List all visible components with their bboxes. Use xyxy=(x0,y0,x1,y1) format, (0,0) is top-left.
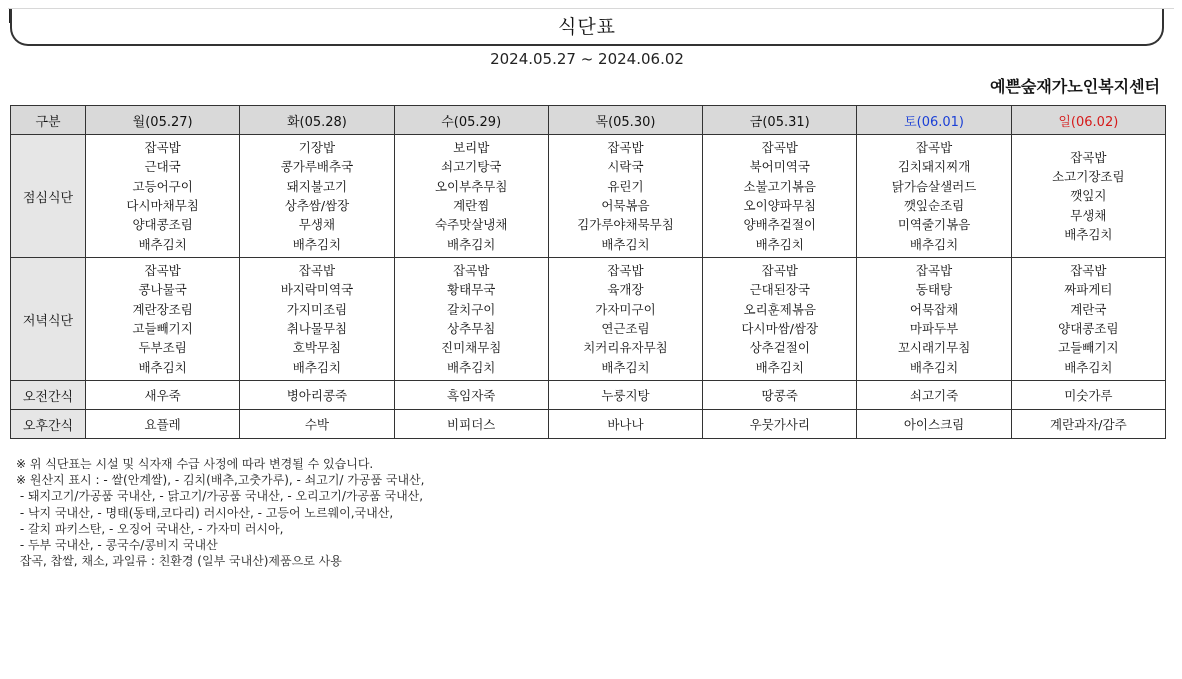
menu-item: 시락국 xyxy=(607,159,644,175)
am_snack-cell: 새우죽 xyxy=(86,381,240,410)
am-snack-row xyxy=(11,381,1166,410)
menu-item: 상추무침 xyxy=(447,321,496,336)
pm_snack-cell: 계란과자/감주 xyxy=(1011,410,1165,439)
header-row xyxy=(11,106,1166,135)
menu-item: 유린기 xyxy=(607,178,644,194)
menu-item: 소고기장조림 xyxy=(1052,169,1125,185)
organization-name: 예쁜숲재가노인복지센터 xyxy=(989,77,1160,96)
note-line: 잡곡, 찹쌀, 채소, 과일류 : 친환경 (일부 국내산)제품으로 사용 xyxy=(16,554,342,569)
menu-item: 깻잎순조림 xyxy=(903,198,965,213)
menu-item: 호박무침 xyxy=(292,340,342,356)
pm_snack-cell: 바나나 xyxy=(548,410,702,439)
menu-item: 배추김치 xyxy=(755,359,804,375)
menu-item: 배추김치 xyxy=(755,236,804,252)
menu-item: 미역줄기볶음 xyxy=(897,217,971,233)
meal-table xyxy=(10,105,1166,439)
page-title: 식단표 xyxy=(557,16,617,38)
dinner-cell xyxy=(857,258,1011,381)
menu-item: 잡곡밥 xyxy=(1070,263,1107,279)
menu-item: 무생채 xyxy=(1070,207,1107,223)
lunch-cell xyxy=(1011,135,1165,258)
menu-item: 배추김치 xyxy=(447,359,496,375)
note-line: - 갈치 파키스탄, - 오징어 국내산, - 가자미 러시아, xyxy=(16,521,284,536)
lunch-cell xyxy=(86,135,240,258)
menu-item: 취나물무침 xyxy=(286,321,348,336)
menu-item: 소불고기볶음 xyxy=(743,178,816,194)
notes-section xyxy=(16,456,424,569)
menu-item: 갈치구이 xyxy=(447,301,496,317)
row-label-lunch: 점심식단 xyxy=(11,135,86,258)
menu-item: 고들빼기지 xyxy=(1058,340,1119,356)
menu-item: 기장밥 xyxy=(298,140,336,156)
pm-snack-row xyxy=(11,410,1166,439)
menu-item: 잡곡밥 xyxy=(915,140,953,156)
corner-header: 구분 xyxy=(11,106,86,135)
menu-item: 보리밥 xyxy=(453,140,490,156)
date-range: 2024.05.27 ~ 2024.06.02 xyxy=(490,50,684,68)
dinner-cell xyxy=(1011,258,1165,381)
dinner-row xyxy=(11,258,1166,381)
note-line: - 두부 국내산, - 콩국수/콩비지 국내산 xyxy=(16,538,218,553)
menu-item: 동태탕 xyxy=(915,282,953,298)
day-header-saturday: 토(06.01) xyxy=(857,106,1011,135)
menu-item: 잡곡밥 xyxy=(761,263,798,279)
day-header: 목(05.30) xyxy=(548,106,702,135)
pm_snack-cell: 우뭇가사리 xyxy=(703,410,857,439)
menu-item: 바지락미역국 xyxy=(280,282,354,298)
day-header: 화(05.28) xyxy=(240,106,394,135)
menu-item: 오이부추무침 xyxy=(434,178,508,194)
note-line: - 낙지 국내산, - 명태(동태,코다리) 러시아산, - 고등어 노르웨이,국내산, xyxy=(16,505,394,520)
menu-item: 배추김치 xyxy=(1064,226,1113,242)
menu-item: 짜파게티 xyxy=(1064,282,1113,298)
menu-item: 배추김치 xyxy=(292,236,342,252)
dinner-cell xyxy=(548,258,702,381)
lunch-cell xyxy=(703,135,857,258)
menu-item: 배추김치 xyxy=(909,236,959,252)
menu-item: 다시마쌈/쌈장 xyxy=(741,321,819,336)
menu-item: 잡곡밥 xyxy=(1070,149,1107,165)
menu-item: 북어미역국 xyxy=(749,159,810,175)
menu-item: 잡곡밥 xyxy=(453,263,490,279)
menu-item: 가지미조림 xyxy=(286,301,348,317)
menu-item: 콩가루배추국 xyxy=(280,159,354,175)
menu-item: 쇠고기탕국 xyxy=(441,159,502,175)
lunch-cell xyxy=(857,135,1011,258)
menu-item: 김가루야채묵무침 xyxy=(577,217,674,233)
dinner-cell xyxy=(394,258,548,381)
menu-item: 잡곡밥 xyxy=(144,263,181,279)
menu-item: 상추쌈/쌈장 xyxy=(284,198,350,213)
menu-item: 돼지불고기 xyxy=(286,178,348,194)
am_snack-cell: 누룽지탕 xyxy=(548,381,702,410)
menu-item: 오이양파무침 xyxy=(743,198,816,213)
lunch-cell xyxy=(548,135,702,258)
menu-item: 고들빼기지 xyxy=(132,321,193,336)
menu-item: 근대국 xyxy=(144,159,181,175)
menu-item: 배추김치 xyxy=(1064,359,1113,375)
menu-item: 가자미구이 xyxy=(595,301,656,317)
lunch-cell xyxy=(394,135,548,258)
menu-item: 배추김치 xyxy=(601,236,650,252)
menu-item: 꼬시래기무침 xyxy=(897,340,971,356)
am_snack-cell: 쇠고기죽 xyxy=(857,381,1011,410)
menu-item: 배추김치 xyxy=(447,236,496,252)
dinner-cell xyxy=(86,258,240,381)
menu-item: 육개장 xyxy=(607,282,644,298)
day-header: 수(05.29) xyxy=(394,106,548,135)
pm_snack-cell: 요플레 xyxy=(86,410,240,439)
am_snack-cell: 병아리콩죽 xyxy=(240,381,394,410)
row-label-am-snack: 오전간식 xyxy=(11,381,86,410)
menu-item: 마파두부 xyxy=(909,321,959,336)
menu-item: 배추김치 xyxy=(292,359,342,375)
menu-item: 근대된장국 xyxy=(749,282,810,298)
am_snack-cell: 미숫가루 xyxy=(1011,381,1165,410)
dinner-cell xyxy=(240,258,394,381)
menu-item: 잡곡밥 xyxy=(761,140,798,156)
menu-item: 연근조림 xyxy=(601,321,650,336)
row-label-pm-snack: 오후간식 xyxy=(11,410,86,439)
note-line: - 돼지고기/가공품 국내산, - 닭고기/가공품 국내산, - 오리고기/가공품 국내산, xyxy=(16,489,424,504)
menu-item: 콩나물국 xyxy=(138,282,187,298)
menu-item: 계란찜 xyxy=(453,198,490,213)
menu-item: 어묵볶음 xyxy=(601,198,650,213)
menu-item: 무생채 xyxy=(298,217,336,233)
lunch-cell xyxy=(240,135,394,258)
menu-item: 깻잎지 xyxy=(1070,188,1107,204)
pm_snack-cell: 비피더스 xyxy=(394,410,548,439)
menu-item: 잡곡밥 xyxy=(607,140,644,156)
menu-item: 잡곡밥 xyxy=(144,140,181,156)
menu-item: 어묵잡채 xyxy=(909,301,959,317)
menu-item: 진미채무침 xyxy=(441,340,502,356)
pm_snack-cell: 수박 xyxy=(240,410,394,439)
menu-item: 오리훈제볶음 xyxy=(743,301,816,317)
menu-item: 양대콩조림 xyxy=(132,217,193,233)
menu-item: 계란장조림 xyxy=(132,301,193,317)
menu-item: 배추김치 xyxy=(909,359,959,375)
menu-item: 다시마채무침 xyxy=(126,198,199,213)
menu-item: 김치돼지찌개 xyxy=(897,159,971,175)
menu-item: 양대콩조림 xyxy=(1058,321,1119,336)
note-line: ※ 원산지 표시 : - 쌀(안계쌀), - 김치(배추,고춧가루), - 쇠고기/ 가공품 국내산, xyxy=(16,473,425,488)
menu-item: 닭가슴살샐러드 xyxy=(891,178,977,194)
day-header: 월(05.27) xyxy=(86,106,240,135)
lunch-row xyxy=(11,135,1166,258)
menu-item: 황태무국 xyxy=(447,282,496,298)
menu-item: 고등어구이 xyxy=(132,178,193,194)
am_snack-cell: 흑임자죽 xyxy=(394,381,548,410)
am_snack-cell: 땅콩죽 xyxy=(703,381,857,410)
menu-item: 숙주맛살냉채 xyxy=(434,217,508,233)
menu-item: 잡곡밥 xyxy=(298,263,336,279)
row-label-dinner: 저녁식단 xyxy=(11,258,86,381)
note-line: ※ 위 식단표는 시설 및 식자재 수급 사정에 따라 변경될 수 있습니다. xyxy=(16,457,374,471)
menu-item: 배추김치 xyxy=(601,359,650,375)
dinner-cell xyxy=(703,258,857,381)
menu-item: 계란국 xyxy=(1070,301,1107,317)
menu-item: 잡곡밥 xyxy=(607,263,644,279)
menu-item: 양배추겉절이 xyxy=(743,217,816,233)
pm_snack-cell: 아이스크림 xyxy=(857,410,1011,439)
menu-item: 치커리유자무침 xyxy=(583,340,668,356)
menu-item: 잡곡밥 xyxy=(915,263,953,279)
day-header: 금(05.31) xyxy=(703,106,857,135)
menu-item: 배추김치 xyxy=(138,236,187,252)
menu-item: 배추김치 xyxy=(138,359,187,375)
menu-item: 두부조림 xyxy=(138,340,187,356)
day-header-sunday: 일(06.02) xyxy=(1011,106,1165,135)
menu-item: 상추겉절이 xyxy=(749,340,810,356)
